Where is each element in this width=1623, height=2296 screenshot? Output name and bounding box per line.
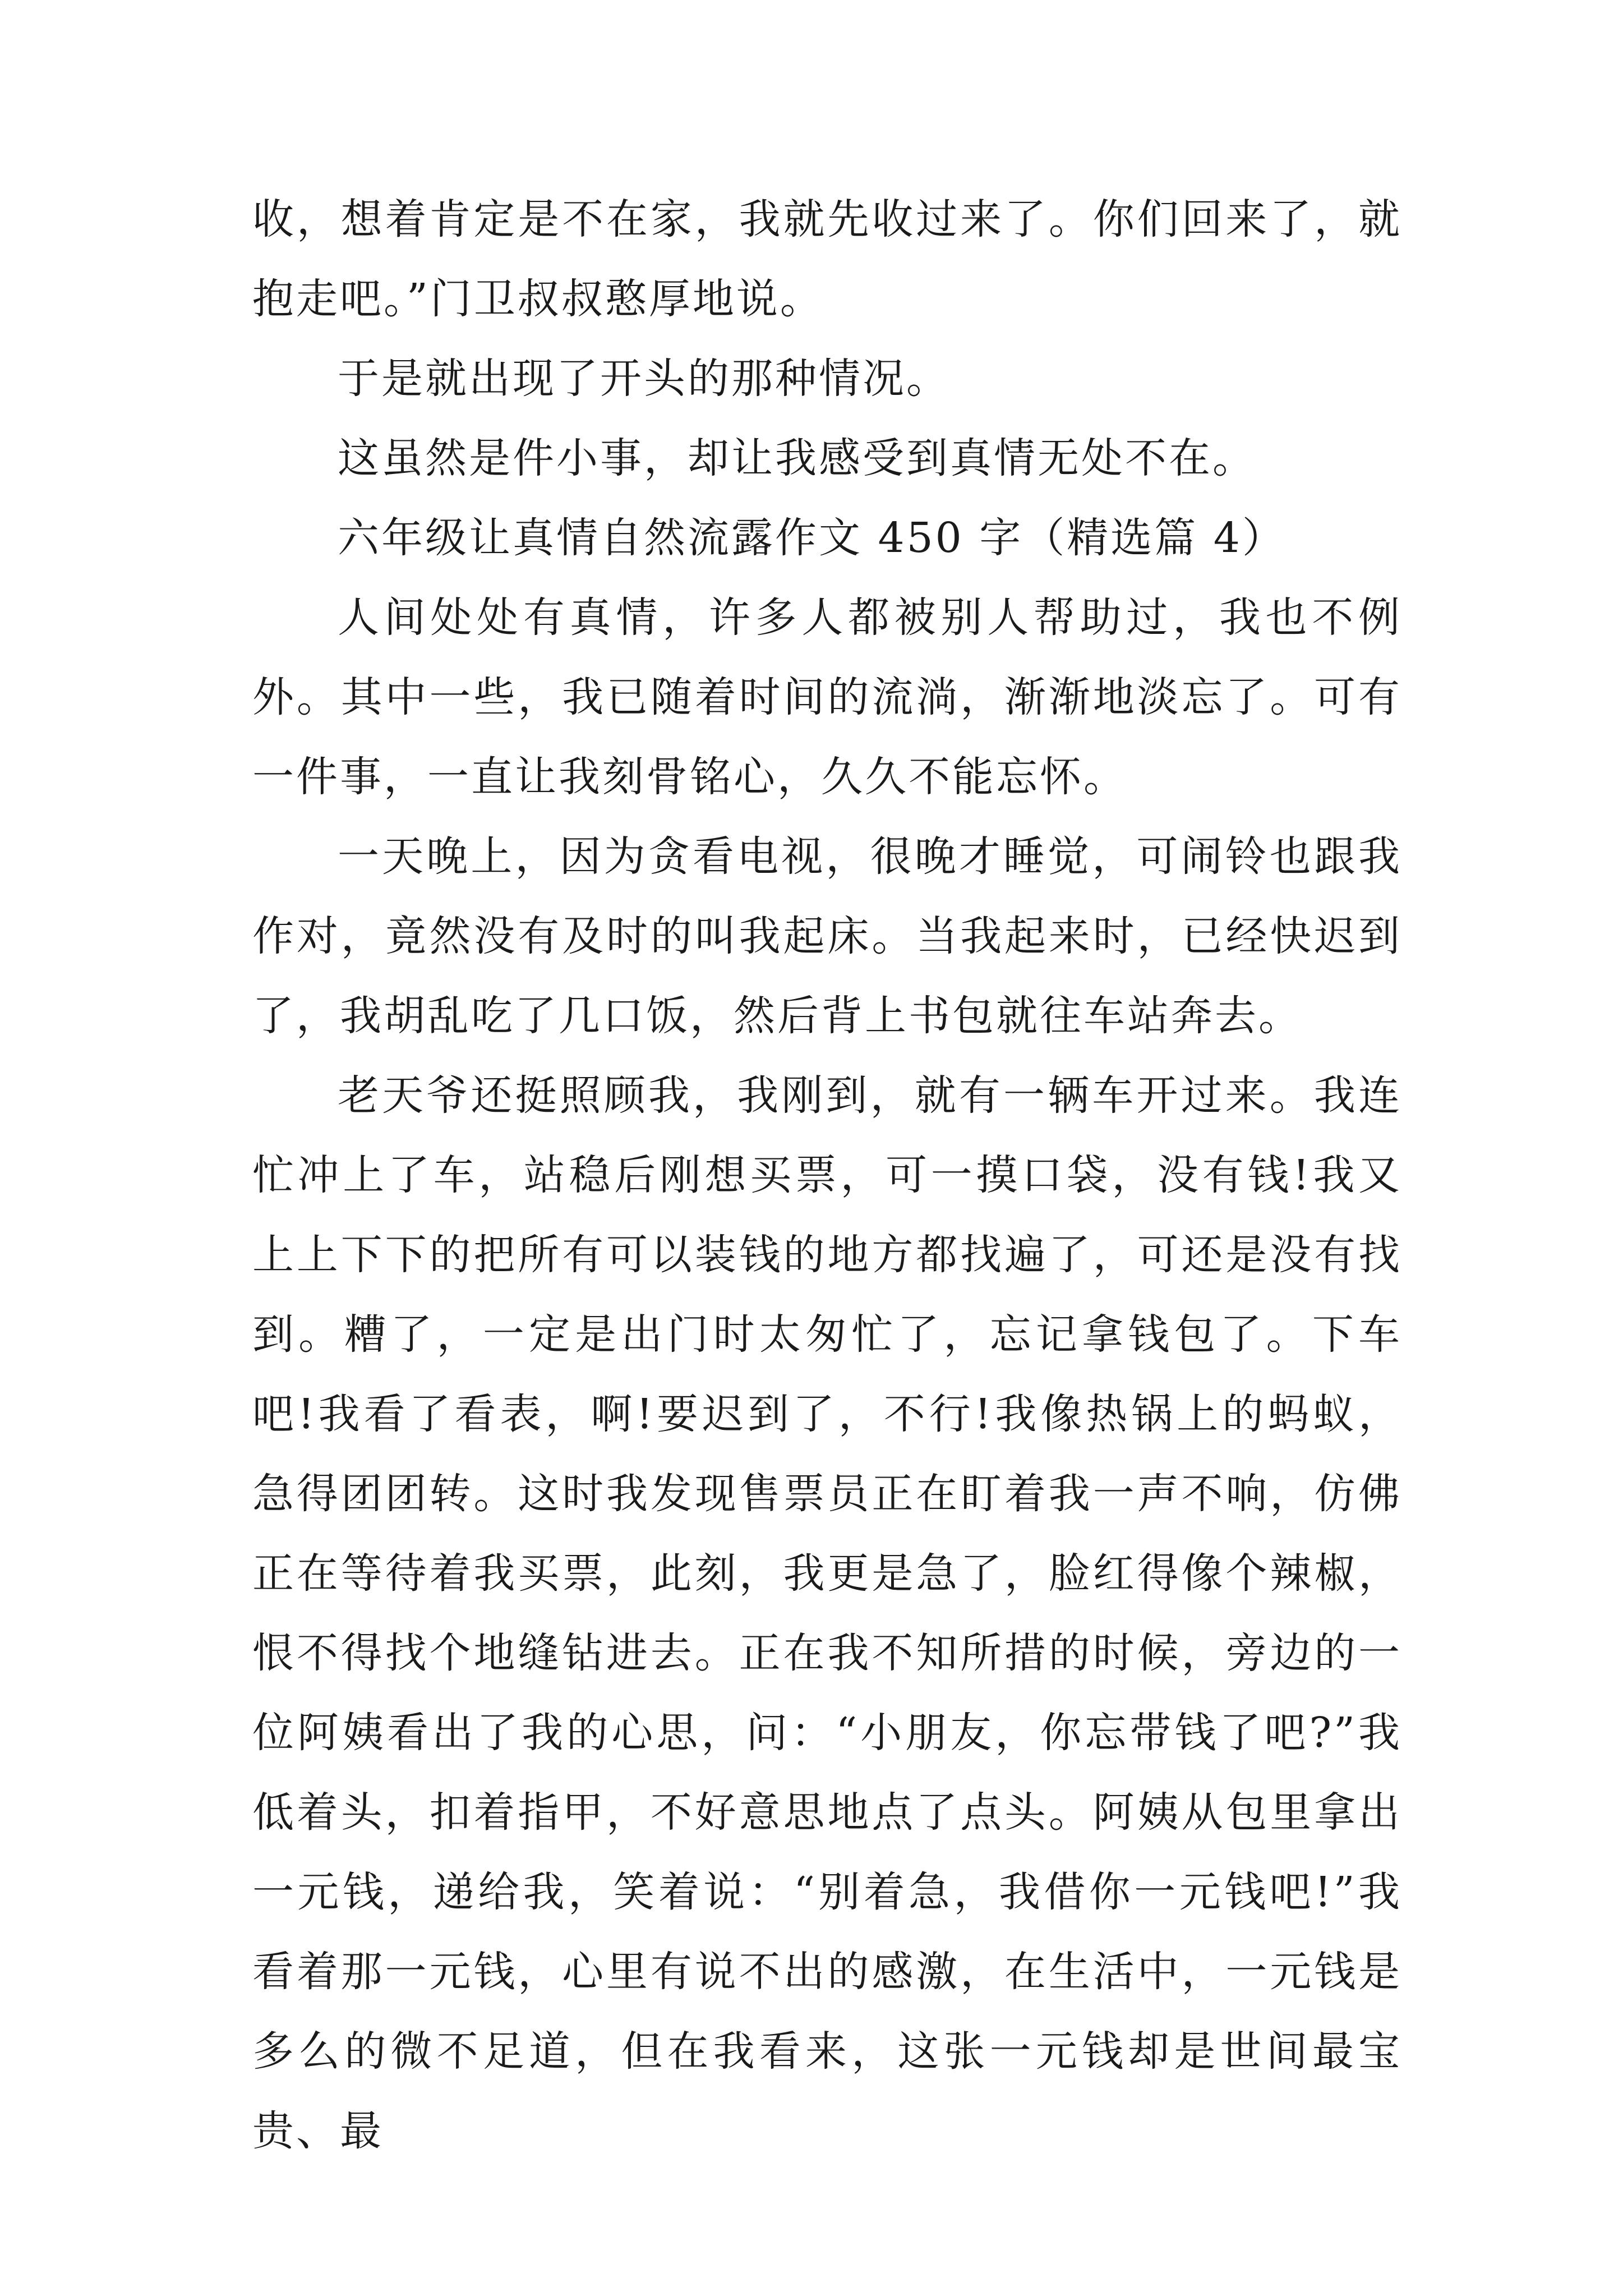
paragraph: 一天晚上，因为贪看电视，很晚才睡觉，可闹铃也跟我作对，竟然没有及时的叫我起床。当我起来时，已经快迟到了，我胡乱吃了几口饭，然后背上书包就往车站奔去。	[252, 832, 1402, 1040]
paragraph: 人间处处有真情，许多人都被别人帮助过，我也不例外。其中一些，我已随着时间的流淌，渐渐地淡忘了。可有一件事，一直让我刻骨铭心，久久不能忘怀。	[252, 593, 1402, 801]
paragraph-continuation: 收，想着肯定是不在家，我就先收过来了。你们回来了，就抱走吧。”门卫叔叔憨厚地说。	[252, 195, 1402, 323]
paragraph: 老天爷还挺照顾我，我刚到，就有一辆车开过来。我连忙冲上了车，站稳后刚想买票，可一摸口袋，没有钱!我又上上下下的把所有可以装钱的地方都找遍了，可还是没有找到。糟了，一定是出门时太匆忙了，忘记拿钱包了。下车吧!我看了看表，啊!要迟到了，不行!我像热锅上的蚂蚁，急得团团转。这时我发现售票员正在盯着我一声不响，仿佛正在等待着我买票，此刻，我更是急了，脸红得像个辣椒，恨不得找个地缝钻进去。正在我不知所措的时候，旁边的一位阿姨看出了我的心思，问：“小朋友，你忘带钱了吧?”我低着头，扣着指甲，不好意思地点了点头。阿姨从包里拿出一元钱，递给我，笑着说：“别着急，我借你一元钱吧!”我看着那一元钱，心里有说不出的感激，在生活中，一元钱是多么的微不足道，但在我看来，这张一元钱却是世间最宝贵、最	[252, 1071, 1402, 2155]
section-heading: 六年级让真情自然流露作文 450 字（精选篇 4）	[338, 514, 1286, 562]
paragraph: 于是就出现了开头的那种情况。	[338, 355, 950, 403]
paragraph: 这虽然是件小事，却让我感受到真情无处不在。	[338, 434, 1256, 482]
document-body	[252, 180, 1402, 2171]
